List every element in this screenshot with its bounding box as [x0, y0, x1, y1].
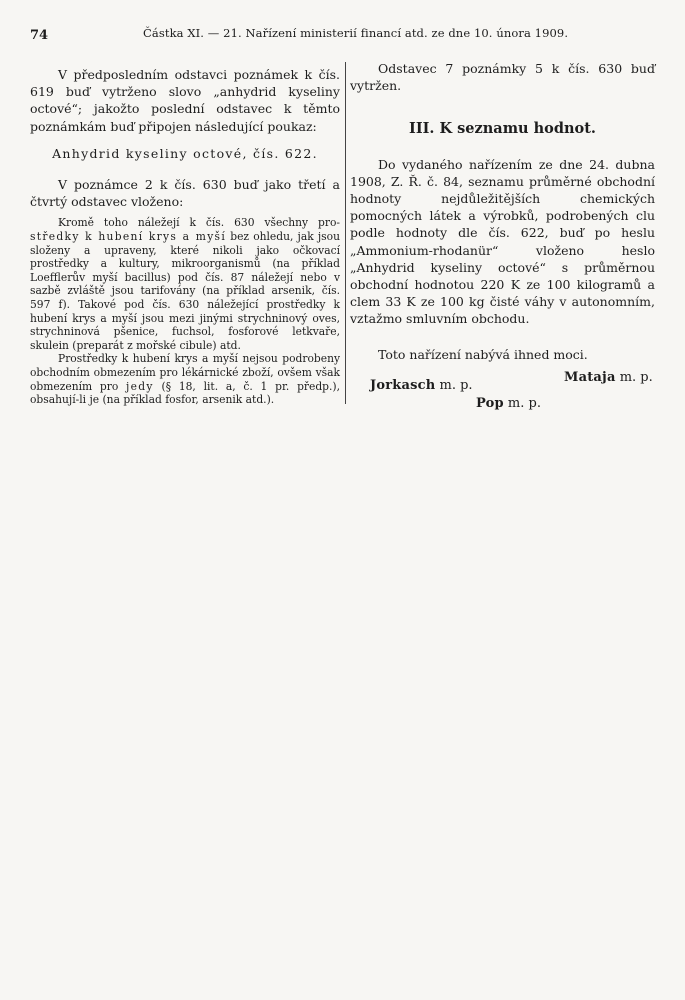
right-column [350, 60, 655, 411]
signature-jorkasch [370, 377, 473, 394]
emphasis-rat-poison: středky k hubení krys a myší [30, 230, 227, 244]
signature-suffix: m. p. [503, 395, 541, 411]
inserted-text-2-a: Prostředky k hubení krys a myší nejsou podrobeny obchodním obmezením pro lékárnické zboží, ovšem však obmezením pro [30, 352, 340, 393]
paragraph-note-630: V poznámce 2 k čís. 630 buď jako třetí a čtvrtý odstavec vloženo: [30, 177, 340, 210]
left-column [30, 66, 340, 407]
emphasis-poisons: jedy [126, 379, 154, 393]
inserted-text-2 [30, 352, 340, 406]
paragraph-effective: Toto nařízení nabývá ihned moci. [378, 346, 588, 362]
signature-suffix: m. p. [435, 377, 473, 393]
paragraph-note-619: V předposledním odstavci poznámek k čís. 619 buď vytrženo slovo „anhydrid kyseliny octové“; jakožto poslední odstavec k těmto poznámkám buď připojen následující poukaz: [30, 67, 340, 134]
signature-name: Pop [476, 395, 504, 411]
reference-line: Anhydrid kyseliny octové, čís. 622. [52, 145, 318, 161]
signature-name: Mataja [564, 369, 616, 385]
page-number: 74 [30, 28, 49, 43]
signature-pop [476, 395, 541, 412]
inserted-text-2-b: (§ 18, lit. a, č. 1 pr. předp.), obsahují-li je (na příklad fosfor, arsenik atd.). [30, 379, 340, 407]
paragraph-value-list: Do vydaného nařízením ze dne 24. dubna 1908, Z. Ř. č. 84, seznamu průměrné obchodní hodnoty nejdůležitějších chemických pomocných látek a výrobků, podrobených clu podle hodnoty dle čís. 622, buď po heslu „Ammonium-rhodanür“ vloženo heslo „Anhydrid kyseliny octové“ s průměrnou obchodní hodnotou 220 K ze 100 kilogramů a clem 33 K ze 100 kg čisté váhy v autonomním, vztažmo smluvním obchodu. [350, 156, 655, 327]
column-divider [345, 62, 346, 404]
paragraph-deletion: Odstavec 7 poznámky 5 k čís. 630 buď vytržen. [350, 61, 655, 94]
inserted-text-1-rest: bez ohledu, jak jsou složeny a upraveny, které nikoli jako očkovací prostředky a kultury, mikroorganismů (na příklad Loefflerův myší bacillus) pod čís. 87 náležejí nebo v sazbě zvláště jsou tarifovány (na příklad arsenik, čís. 597 f). Takové pod čís. 630 náležející prostředky k hubení krys a myší jsou mezi jinými strychninový oves, strychninová pšenice, fuchsol, fosforové letkvaře, skulein (preparát z mořské cibule) atd. [30, 230, 340, 352]
signature-mataja [564, 369, 653, 386]
signature-name: Jorkasch [370, 377, 436, 393]
signature-suffix: m. p. [615, 369, 653, 385]
inserted-text-1-intro: Kromě toho náležejí k čís. 630 všechny pro- [58, 216, 340, 230]
section-heading: III. K seznamu hodnot. [409, 120, 596, 138]
inserted-text-1 [30, 216, 340, 352]
signature-block [350, 369, 655, 411]
running-header: Částka XI. — 21. Nařízení ministerií financí atd. ze dne 10. února 1909. [143, 26, 569, 40]
